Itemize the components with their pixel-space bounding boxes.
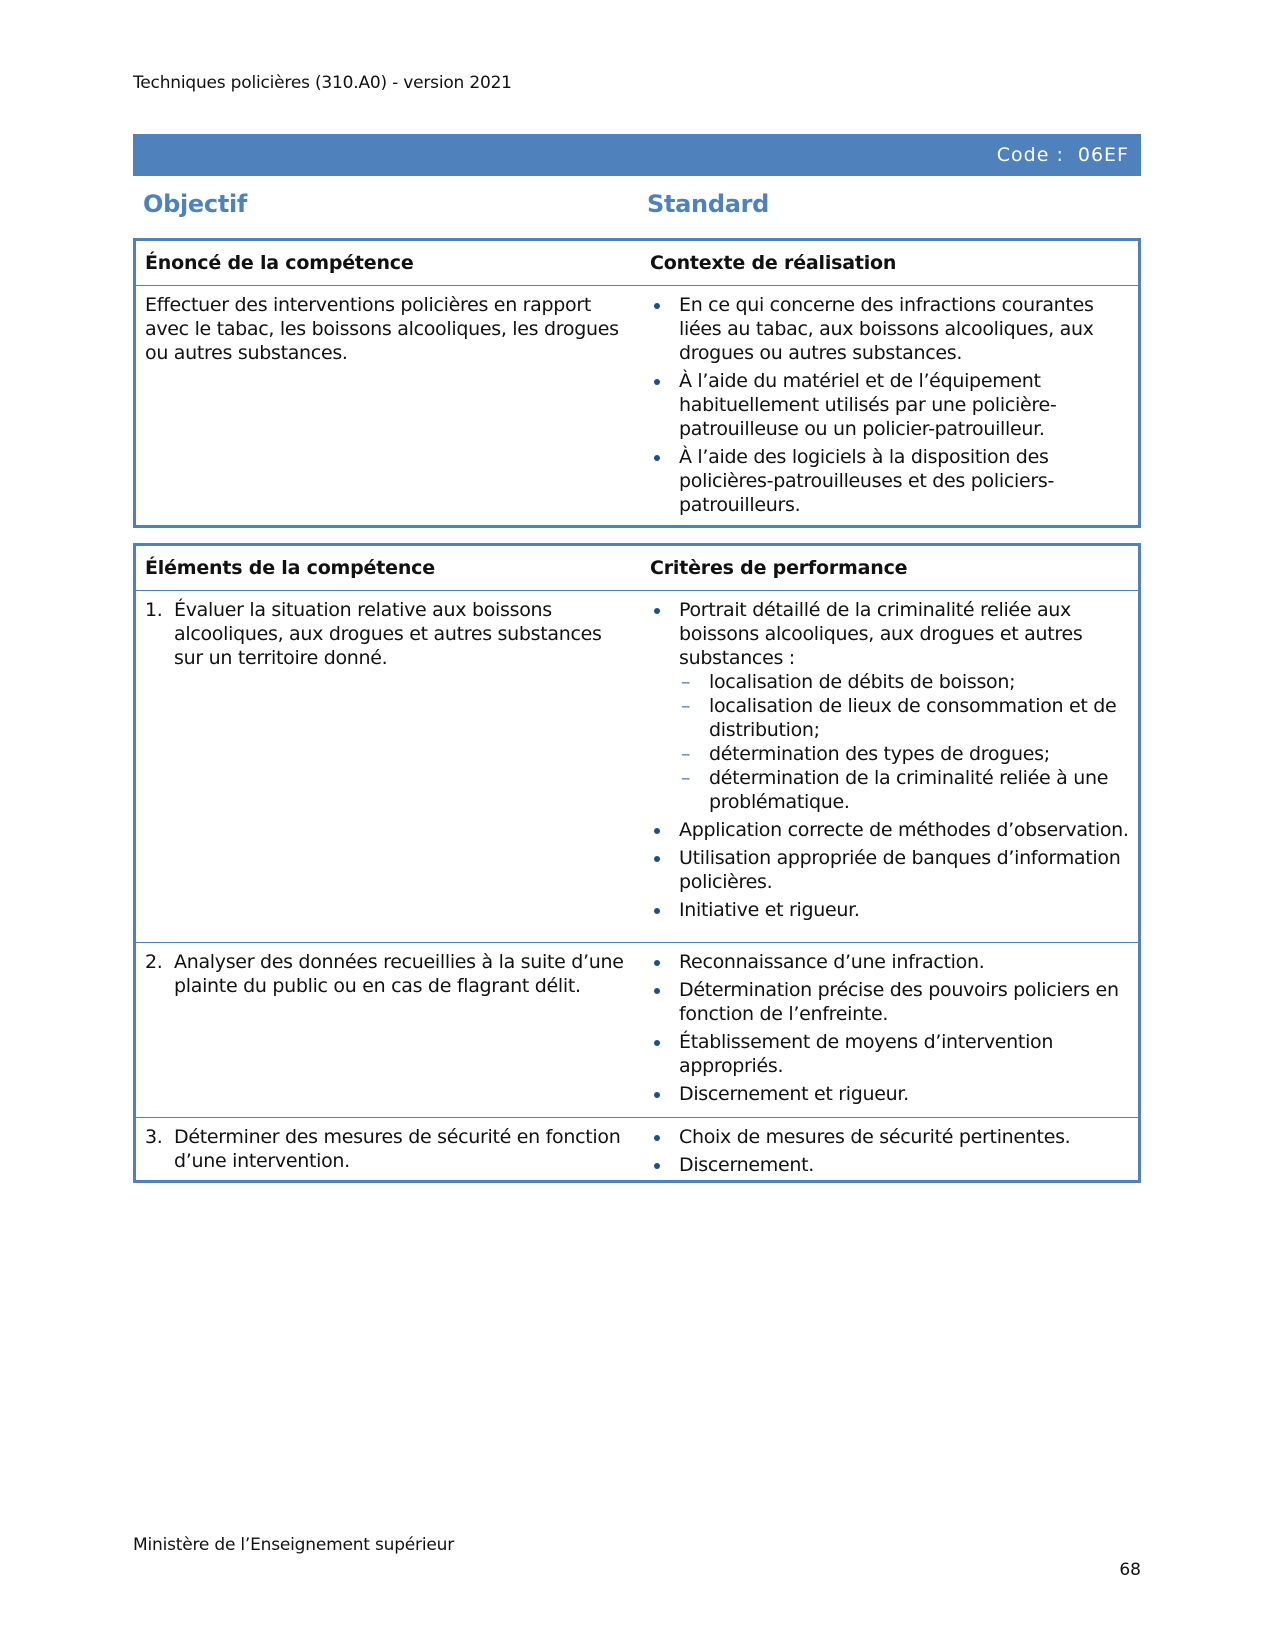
criteria-cell xyxy=(641,1118,1138,1185)
criteria-list xyxy=(650,1125,1130,1177)
section-headings xyxy=(133,190,1141,220)
statement-column-header: Énoncé de la compétence xyxy=(145,252,414,274)
bullet-icon xyxy=(654,1163,660,1169)
list-item: Application correcte de méthodes d’observation. xyxy=(650,818,1130,842)
competency-statement: Effectuer des interventions policières en rapport avec le tabac, les boissons alcooliques, les drogues ou autres substances. xyxy=(145,294,619,364)
bullet-icon xyxy=(654,1040,660,1046)
criteria-column-header: Critères de performance xyxy=(650,557,908,579)
context-list xyxy=(650,293,1130,517)
competency-elements-table xyxy=(133,543,1141,1183)
table-header-row xyxy=(136,546,1138,590)
element-item xyxy=(145,950,633,998)
criteria-list xyxy=(650,598,1130,922)
element-cell xyxy=(136,1118,641,1185)
table-header-row xyxy=(136,241,1138,285)
competency-statement-table xyxy=(133,238,1141,528)
bullet-icon xyxy=(654,828,660,834)
context-list-cell xyxy=(641,286,1138,525)
running-header: Techniques policières (310.A0) - version 2021 xyxy=(133,73,512,93)
element-number: 1. xyxy=(145,599,163,621)
list-item: Discernement et rigueur. xyxy=(650,1082,1130,1106)
page-number: 68 xyxy=(1119,1560,1141,1580)
bullet-icon xyxy=(654,1135,660,1141)
list-item: À l’aide du matériel et de l’équipement habituellement utilisés par une policière-patrouilleuse ou un policier-patrouilleur. xyxy=(650,369,1130,441)
element-item xyxy=(145,1125,633,1173)
element-text: Évaluer la situation relative aux boissons alcooliques, aux drogues et autres substances sur un territoire donné. xyxy=(174,599,602,669)
bullet-icon xyxy=(654,988,660,994)
dash-icon: – xyxy=(681,671,691,693)
element-text: Analyser des données recueillies à la suite d’une plainte du public ou en cas de flagrant délit. xyxy=(174,951,624,997)
element-cell xyxy=(136,591,641,942)
code-label: Code : xyxy=(996,144,1064,166)
list-item: Discernement. xyxy=(650,1153,1130,1177)
context-column-header: Contexte de réalisation xyxy=(650,252,897,274)
sub-list-item: – détermination des types de drogues; xyxy=(681,743,1050,765)
element-number: 2. xyxy=(145,951,163,973)
bullet-icon xyxy=(654,379,660,385)
list-item: Établissement de moyens d’intervention appropriés. xyxy=(650,1030,1130,1078)
element-item xyxy=(145,598,633,670)
bullet-icon xyxy=(654,908,660,914)
element-text: Déterminer des mesures de sécurité en fonction d’une intervention. xyxy=(174,1126,621,1172)
sub-criteria-list xyxy=(679,670,1130,814)
list-item: En ce qui concerne des infractions courantes liées au tabac, aux boissons alcooliques, aux drogues ou autres substances. xyxy=(650,293,1130,365)
criteria-cell xyxy=(641,591,1138,942)
bullet-icon xyxy=(654,1092,660,1098)
table-row xyxy=(136,942,1138,1117)
bullet-icon xyxy=(654,960,660,966)
bullet-icon xyxy=(654,856,660,862)
footer-ministry: Ministère de l’Enseignement supérieur xyxy=(133,1535,454,1555)
sub-list-item: – localisation de lieux de consommation et de distribution; xyxy=(681,695,1117,741)
criteria-cell xyxy=(641,943,1138,1117)
sub-list-item: – localisation de débits de boisson; xyxy=(681,671,1016,693)
elements-column-header: Éléments de la compétence xyxy=(145,557,435,579)
dash-icon: – xyxy=(681,767,691,789)
element-cell xyxy=(136,943,641,1117)
list-item: Détermination précise des pouvoirs policiers en fonction de l’enfreinte. xyxy=(650,978,1130,1026)
dash-icon: – xyxy=(681,695,691,717)
list-item: À l’aide des logiciels à la disposition des policières-patrouilleuses et des policiers-patrouilleurs. xyxy=(650,445,1130,517)
table-row xyxy=(136,1117,1138,1185)
sub-list-item: – détermination de la criminalité reliée à une problématique. xyxy=(681,767,1109,813)
list-item: Utilisation appropriée de banques d’information policières. xyxy=(650,846,1130,894)
table-row xyxy=(136,285,1138,525)
criteria-list xyxy=(650,950,1130,1106)
bullet-icon xyxy=(654,608,660,614)
standard-heading: Standard xyxy=(647,190,770,218)
bullet-icon xyxy=(654,303,660,309)
bullet-icon xyxy=(654,455,660,461)
objective-heading: Objectif xyxy=(143,190,248,218)
table-row xyxy=(136,590,1138,942)
code-value: 06EF xyxy=(1077,144,1129,166)
list-item: Reconnaissance d’une infraction. xyxy=(650,950,1130,974)
list-item: Portrait détaillé de la criminalité reliée aux boissons alcooliques, aux drogues et autres substances : – localisation de débits de boisson; – localisation de lieux de consommation et de distribution; – détermination des types de drogues; – détermination de la criminalité reliée à une problématique. xyxy=(650,598,1130,814)
list-item: Choix de mesures de sécurité pertinentes. xyxy=(650,1125,1130,1149)
dash-icon: – xyxy=(681,743,691,765)
list-item: Initiative et rigueur. xyxy=(650,898,1130,922)
code-bar xyxy=(133,134,1141,176)
element-number: 3. xyxy=(145,1126,163,1148)
